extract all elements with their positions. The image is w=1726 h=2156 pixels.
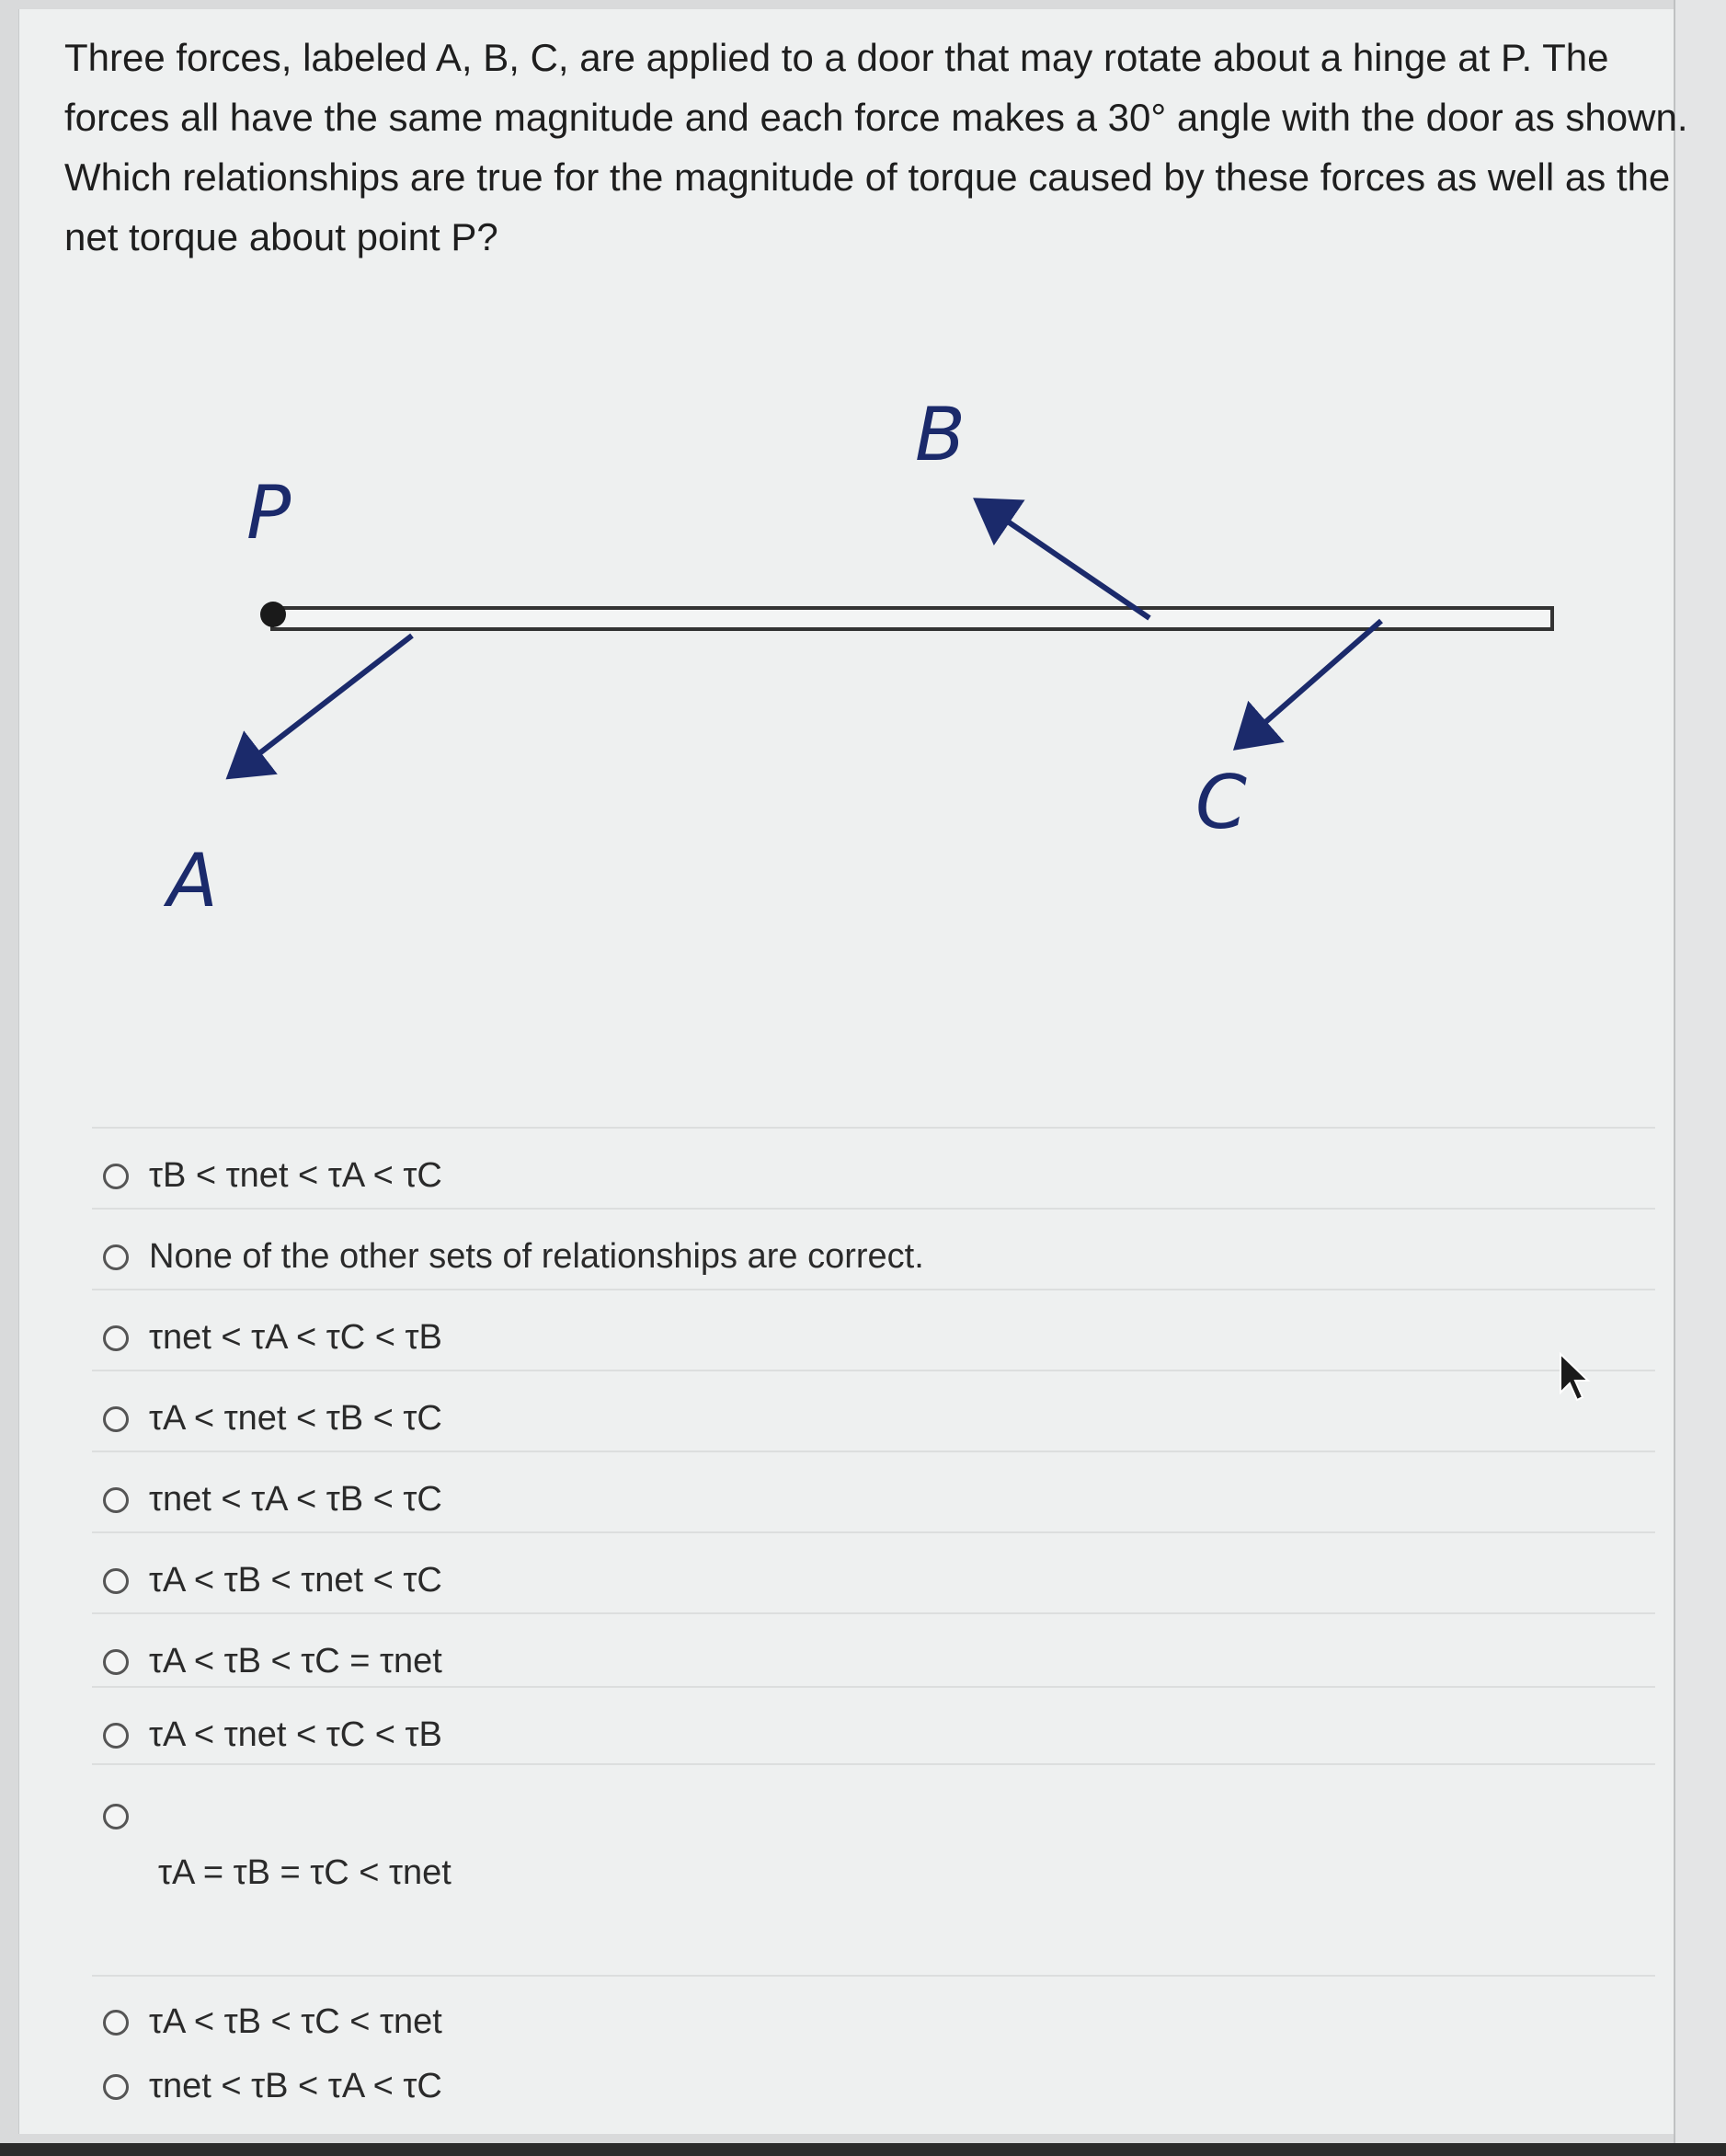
option-label: τnet < τA < τC < τB (149, 1318, 442, 1357)
question-text: Three forces, labeled A, B, C, are applied to a door that may rotate about a hinge at P. The forces all have the same magnitude and each force makes a 30° angle with the door as shown. Which relationships are true for the magnitude of torque caused by these forces as well as the net torque about point P? (64, 36, 1688, 258)
option-1[interactable] (92, 1127, 1655, 1210)
radio-button[interactable] (103, 2074, 129, 2100)
option-label: τnet < τB < τA < τC (149, 2067, 442, 2105)
option-7[interactable] (92, 1612, 1655, 1688)
radio-button[interactable] (103, 1804, 129, 1829)
label-a: A (167, 838, 218, 923)
radio-button[interactable] (103, 1568, 129, 1594)
option-label: τA < τB < τC < τnet (149, 2002, 442, 2041)
option-label: τA < τnet < τC < τB (149, 1715, 442, 1754)
mouse-cursor-icon (1557, 1352, 1594, 1404)
option-10[interactable] (92, 1975, 1655, 2041)
option-3[interactable] (92, 1289, 1655, 1371)
hinge-point (260, 602, 286, 627)
option-label: τA = τB = τC < τnet (158, 1853, 452, 1892)
radio-button[interactable] (103, 1244, 129, 1270)
option-6[interactable] (92, 1531, 1655, 1614)
option-label: τnet < τA < τB < τC (149, 1480, 442, 1519)
door-diagram (0, 0, 1726, 1012)
option-5[interactable] (92, 1451, 1655, 1533)
force-c-arrow (1241, 621, 1381, 743)
force-a-arrow (234, 636, 412, 773)
option-2[interactable] (92, 1208, 1655, 1290)
option-11[interactable] (92, 2039, 1655, 2111)
door (272, 608, 1552, 629)
label-c: C (1195, 760, 1247, 845)
screen-bottom-bar (0, 2143, 1726, 2156)
option-label: τB < τnet < τA < τC (149, 1156, 442, 1195)
option-9[interactable] (92, 1763, 1655, 1977)
option-label: τA < τnet < τB < τC (149, 1399, 442, 1438)
radio-button[interactable] (103, 1723, 129, 1749)
radio-button[interactable] (103, 2010, 129, 2036)
option-8[interactable] (92, 1686, 1655, 1765)
option-4[interactable] (92, 1370, 1655, 1452)
force-b-arrow (982, 504, 1149, 618)
option-label: τA < τB < τC = τnet (149, 1642, 442, 1680)
radio-button[interactable] (103, 1649, 129, 1675)
radio-button[interactable] (103, 1164, 129, 1189)
radio-button[interactable] (103, 1487, 129, 1513)
label-b: B (915, 392, 966, 477)
option-label: None of the other sets of relationships are correct. (149, 1237, 924, 1276)
radio-button[interactable] (103, 1325, 129, 1351)
label-p: P (246, 470, 291, 556)
radio-button[interactable] (103, 1406, 129, 1432)
option-label: τA < τB < τnet < τC (149, 1561, 442, 1600)
